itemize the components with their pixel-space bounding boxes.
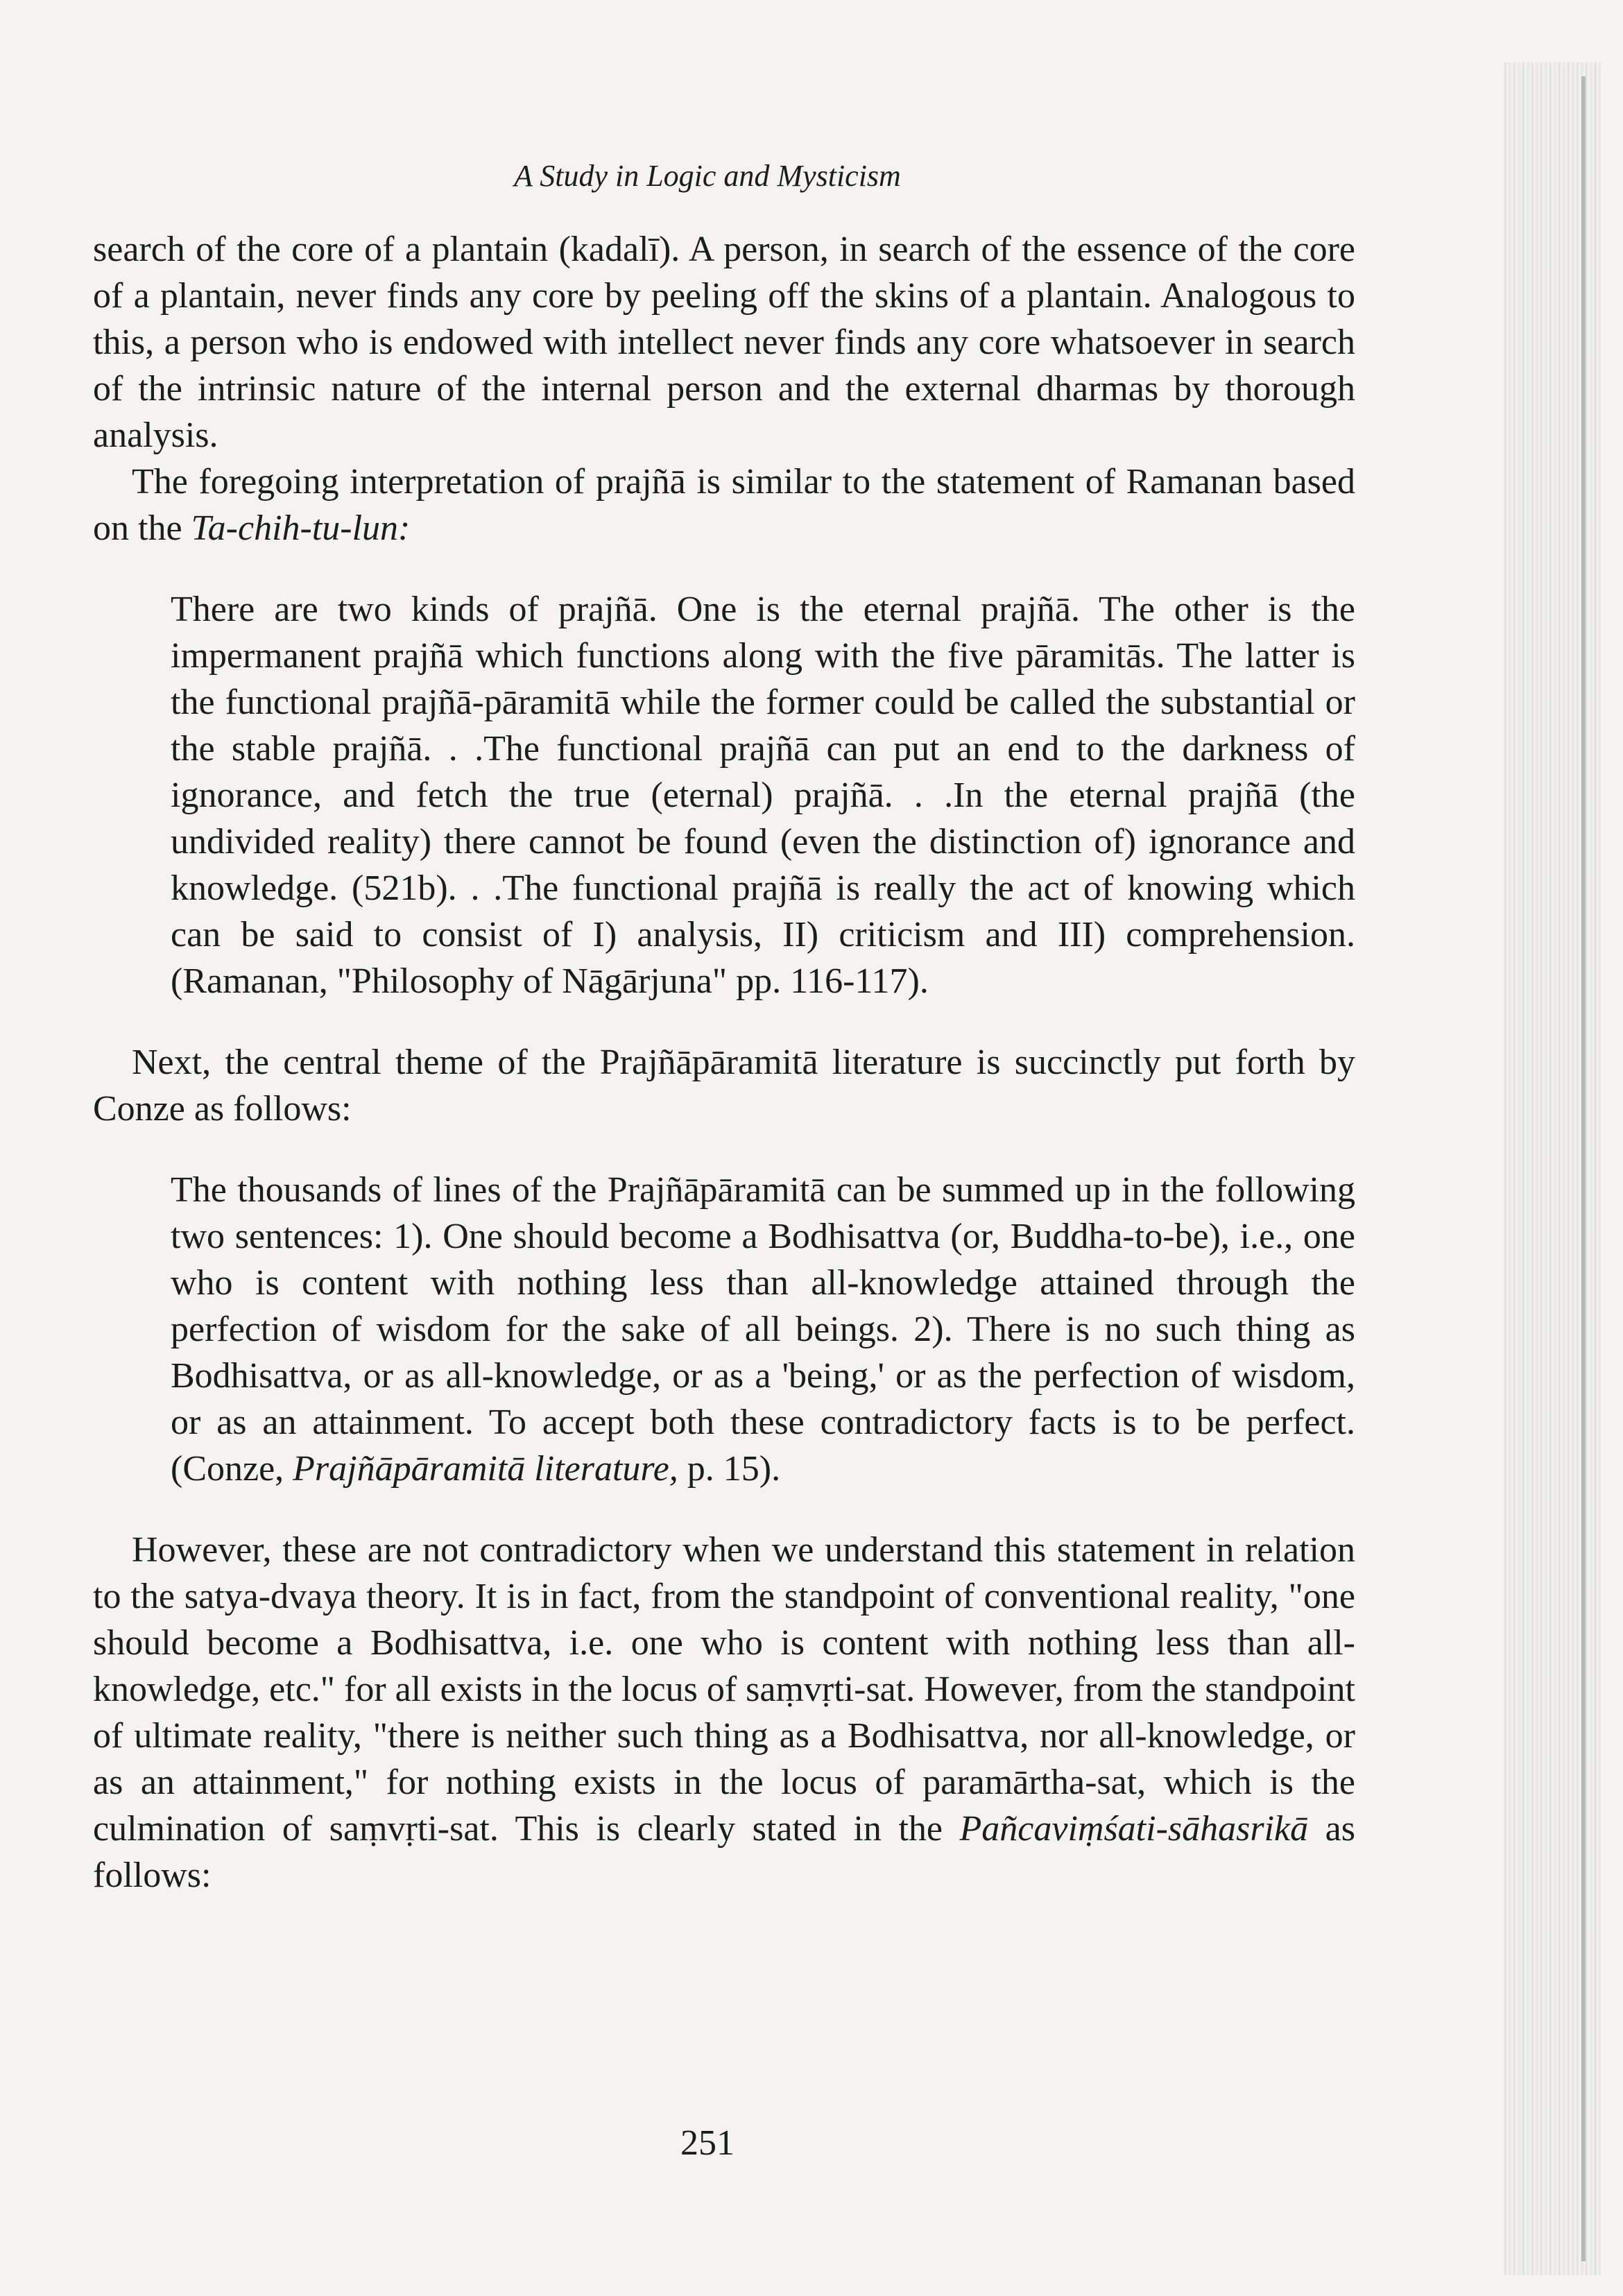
binding-shadow <box>1504 62 1601 2275</box>
blockquote-conze <box>93 1167 1355 1492</box>
citation-title: Prajñāpāramitā literature, <box>293 1449 678 1489</box>
paragraph-foregoing-interpretation <box>93 459 1355 551</box>
page-number: 251 <box>680 2123 735 2163</box>
paragraph-text: However, these are not contradictory when we understand this statement in relation to the satya-dvaya theory. It is in fact, from the standpoint of conventional reality, "one should become a Bodhisattva, i.e. one who is content with nothing less than all-knowledge, etc." for all exists in the locus of saṃvṛti-sat. However, from the standpoint of ultimate reality, "there is neither such thing as a Bodhisattva, nor all-knowledge, or as an attainment," for nothing exists in the locus of paramārtha-sat, which is the culmination of saṃvṛti-sat. This is clearly stated in the <box>93 1530 1355 1849</box>
paragraph-lead-text: The foregoing interpretation of prajñā is similar to the statement of Ramanan based on the <box>93 462 1355 548</box>
paragraph-text-end: as follows: <box>93 1809 1355 1895</box>
quote-text-end: p. 15). <box>678 1449 781 1489</box>
paragraph-satya-dvaya <box>93 1527 1355 1899</box>
paragraph-plantain: search of the core of a plantain (kadalī). A person, in search of the essence of the core of a plantain, never finds any core by peeling off the skins of a plantain. Analogous to this, a person who is endowed with intellect never finds any core whatsoever in search of the intrinsic nature of the internal person and the external dharmas by thorough analysis. <box>93 230 1355 455</box>
paragraph-central-theme: Next, the central theme of the Prajñāpāramitā literature is succinctly put forth by Conze as follows: <box>93 1043 1355 1129</box>
binding-edge <box>1581 76 1586 2261</box>
quote-text: The thousands of lines of the Prajñāpāramitā can be summed up in the following two sentences: 1). One should become a Bodhisattva (or, Buddha-to-be), i.e., one who is content with nothing less than all-knowledge attained through the perfection of wisdom for the sake of all beings. 2). There is no such thing as Bodhisattva, or as all-knowledge, or as a 'being,' or as the perfection of wisdom, or as an attainment. To accept both these contradictory facts is to be perfect. (Conze, <box>171 1170 1355 1489</box>
running-header: A Study in Logic and Mysticism <box>514 159 901 193</box>
citation-title: Ta-chih-tu-lun: <box>191 508 411 548</box>
blockquote-ramanan: There are two kinds of prajñā. One is the eternal prajñā. The other is the impermanent prajñā which functions along with the five pāramitās. The latter is the functional prajñā-pāramitā while the former could be called the substantial or the stable prajñā. . .The functional prajñā can put an end to the darkness of ignorance, and fetch the true (eternal) prajñā. . .In the eternal prajñā (the undivided reality) there cannot be found (even the distinction of) ignorance and knowledge. (521b). . .The functional prajñā is really the act of knowing which can be said to consist of I) analysis, II) criticism and III) comprehension. (Ramanan, "Philosophy of Nāgārjuna" pp. 116-117). <box>171 590 1355 1001</box>
citation-title: Pañcaviṃśati-sāhasrikā <box>959 1809 1309 1849</box>
page-body <box>93 226 1355 1899</box>
